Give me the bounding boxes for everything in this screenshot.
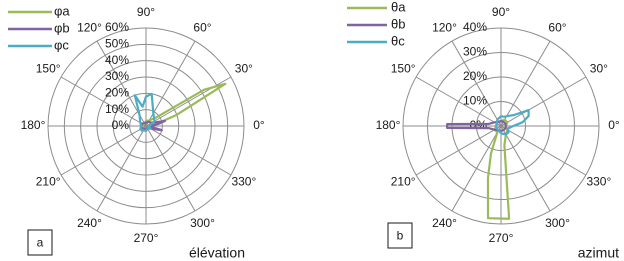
grid-spoke — [61, 77, 146, 126]
chart-panel-b — [347, 0, 620, 261]
angle-label: 300° — [545, 216, 570, 231]
panel-label: b — [396, 228, 404, 243]
radial-tick-label: 20% — [104, 85, 129, 100]
angle-label: 0° — [253, 118, 265, 133]
angle-label: 30° — [589, 61, 608, 76]
angle-label: 270° — [133, 231, 159, 246]
radial-tick-label: 30% — [462, 44, 487, 59]
legend-label: θc — [391, 33, 405, 49]
angle-label: 180° — [20, 118, 46, 133]
panel-label: a — [36, 235, 44, 250]
angle-label: 330° — [586, 174, 612, 189]
radial-tick-label: 50% — [104, 36, 129, 51]
angle-label: 300° — [190, 216, 215, 231]
legend-label: φc — [54, 37, 69, 53]
axis-title: azimut — [577, 244, 619, 261]
angle-label: 270° — [488, 231, 514, 246]
angle-label: 120° — [77, 20, 102, 35]
axis-title: élévation — [188, 244, 245, 261]
angle-label: 120° — [432, 20, 457, 35]
grid-spoke — [146, 77, 231, 126]
grid-spoke — [501, 41, 550, 126]
grid-spoke — [97, 126, 146, 211]
angle-label: 330° — [231, 174, 257, 189]
radial-tick-label: 40% — [104, 52, 129, 67]
angle-label: 150° — [35, 61, 61, 76]
legend-label: θb — [391, 16, 406, 32]
angle-label: 210° — [35, 174, 61, 189]
radial-tick-label: 0% — [111, 118, 129, 133]
radial-tick-label: 0% — [469, 118, 487, 133]
angle-label: 0° — [608, 118, 620, 133]
angle-label: 150° — [390, 61, 416, 76]
radial-tick-label: 40% — [462, 20, 487, 35]
legend-label: θa — [391, 0, 406, 15]
grid-spoke — [61, 126, 146, 175]
angle-label: 240° — [77, 216, 102, 231]
grid-spoke — [501, 126, 586, 175]
radial-tick-label: 20% — [462, 69, 487, 84]
angle-label: 90° — [136, 5, 156, 20]
legend-label: φb — [54, 20, 70, 36]
grid-spoke — [416, 77, 501, 126]
angle-label: 240° — [432, 216, 457, 231]
legend-label: φa — [54, 3, 70, 19]
grid-spoke — [501, 77, 586, 126]
series-line — [141, 84, 225, 131]
chart-panel-a — [8, 3, 265, 260]
angle-label: 90° — [491, 5, 511, 20]
grid-spoke — [146, 126, 231, 175]
radial-tick-label: 10% — [462, 93, 487, 108]
angle-label: 210° — [390, 174, 416, 189]
angle-label: 30° — [234, 61, 253, 76]
angle-label: 60° — [548, 20, 567, 35]
angle-label: 180° — [375, 118, 401, 133]
grid-spoke — [452, 126, 501, 211]
radial-tick-label: 30% — [104, 69, 129, 84]
radial-tick-label: 60% — [104, 20, 129, 35]
radial-tick-label: 10% — [104, 101, 129, 116]
angle-label: 60° — [193, 20, 212, 35]
grid-spoke — [146, 126, 195, 211]
